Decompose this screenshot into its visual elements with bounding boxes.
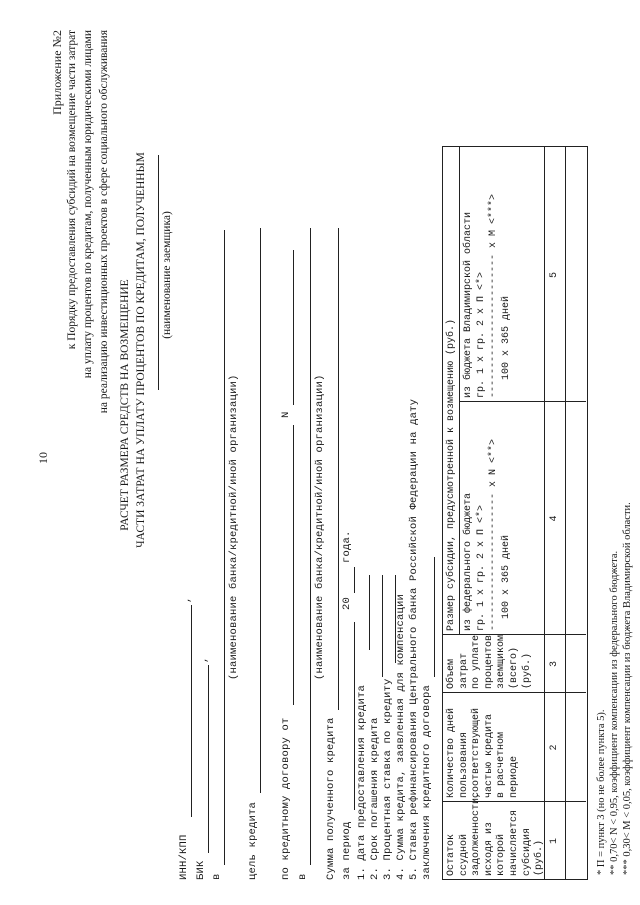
appendix-title: Приложение №2: [50, 30, 64, 115]
period-year-line: [354, 567, 355, 593]
bank-caption: (наименование банка/кредитной/иной организации): [228, 374, 240, 680]
bank-line-2: [310, 228, 311, 865]
period-label: за период: [341, 821, 353, 880]
bik-label: БИК: [195, 860, 207, 880]
sum-received-line: [338, 228, 339, 710]
item-5-line: [434, 557, 435, 677]
heading-line-2: ЧАСТИ ЗАТРАТ НА УПЛАТУ ПРОЦЕНТОВ ПО КРЕДИТАМ, ПОЛУЧЕННЫМ: [135, 152, 147, 548]
purpose-line: [260, 228, 261, 793]
period-year-prefix: 20: [341, 596, 353, 610]
bank-in-label-2: в: [297, 873, 309, 880]
period-year-suffix: года.: [341, 530, 353, 563]
bik-comma: ,: [198, 656, 210, 663]
inn-comma: ,: [181, 596, 193, 603]
item-2-line: [382, 575, 383, 677]
item-2: 2. Срок погашения кредита: [369, 717, 381, 880]
column-number-1: 1: [549, 838, 560, 845]
appendix-line-1: к Порядку предоставления субсидий на возмещение части затрат: [66, 30, 78, 350]
borrower-caption: (наименование заемщика): [161, 211, 173, 339]
item-1-line: [369, 575, 370, 650]
column-number-4: 4: [549, 515, 560, 522]
column-number-5: 5: [549, 272, 560, 279]
item-4: 4. Сумма кредита, заявленная для компенсации: [395, 593, 407, 880]
header-interest-cost: Объем затрат по уплате процентов заемщиком (всего) (руб.): [446, 634, 533, 689]
agreement-no-line: [293, 250, 294, 405]
column-number-2: 2: [549, 744, 560, 751]
header-days: Количество дней пользования соответствующей частью кредита в расчетном периоде: [446, 707, 520, 798]
footnote-1: * П = пункт 3 (но не более пункта 5).: [596, 709, 607, 875]
header-federal-budget: из федерального бюджета гр. 1 x гр. 2 x П <*> ----------------------- x N <**> 100 x 365 дней: [463, 438, 512, 631]
header-regional-budget: из бюджета Владимирской области гр. 1 x гр. 2 x П <*> ------------------------ x M <***> 100 x 365 дней: [463, 193, 512, 398]
purpose-label: цель кредита: [247, 801, 259, 880]
appendix-line-3: на реализацию инвестиционных проектов в сфере социального обслуживания: [98, 30, 110, 414]
header-loan-balance: Остаток ссудной задолженности, исходя из которой начисляется субсидия (руб.): [446, 791, 546, 876]
item-3: 3. Процентная ставка по кредиту: [382, 678, 394, 880]
heading-line-1: РАСЧЕТ РАЗМЕРА СРЕДСТВ НА ВОЗМЕЩЕНИЕ: [119, 279, 131, 531]
item-5-continued: заключения кредитного договора: [421, 684, 433, 880]
agreement-no-label: N: [280, 411, 292, 418]
header-subsidy-group: Размер субсидии, предусмотренной к возмещению (руб.): [446, 318, 457, 631]
bank-caption-2: (наименование банка/кредитной/иной организации): [314, 374, 326, 680]
item-1: 1. Дата предоставления кредита: [356, 684, 368, 880]
page-number: 10: [36, 452, 50, 464]
footnote-3: *** 0,30< M < 0,05, коэффициент компенсации из бюджета Владимирской области.: [622, 502, 633, 875]
bank-line: [224, 230, 225, 865]
column-number-3: 3: [549, 661, 560, 668]
sum-received-label: Сумма полученного кредита: [325, 717, 337, 880]
inn-line: [191, 605, 192, 817]
bank-in-label: в: [211, 873, 223, 880]
bik-line: [208, 665, 209, 853]
appendix-line-2: на уплату процентов по кредитам, полученным юридическими лицами: [82, 30, 94, 379]
agreement-date-line: [293, 425, 294, 705]
period-line: [354, 622, 355, 810]
agreement-label: по кредитному договору от: [280, 717, 292, 880]
borrower-line: [158, 155, 159, 390]
item-5: 5. Ставка рефинансирования Центрального банка Российской Федерации на дату: [408, 398, 420, 880]
footnote-2: ** 0,70< N < 0,95, коэффициент компенсации из федерального бюджета.: [609, 550, 620, 875]
inn-label: ИНН/КПП: [178, 834, 190, 880]
